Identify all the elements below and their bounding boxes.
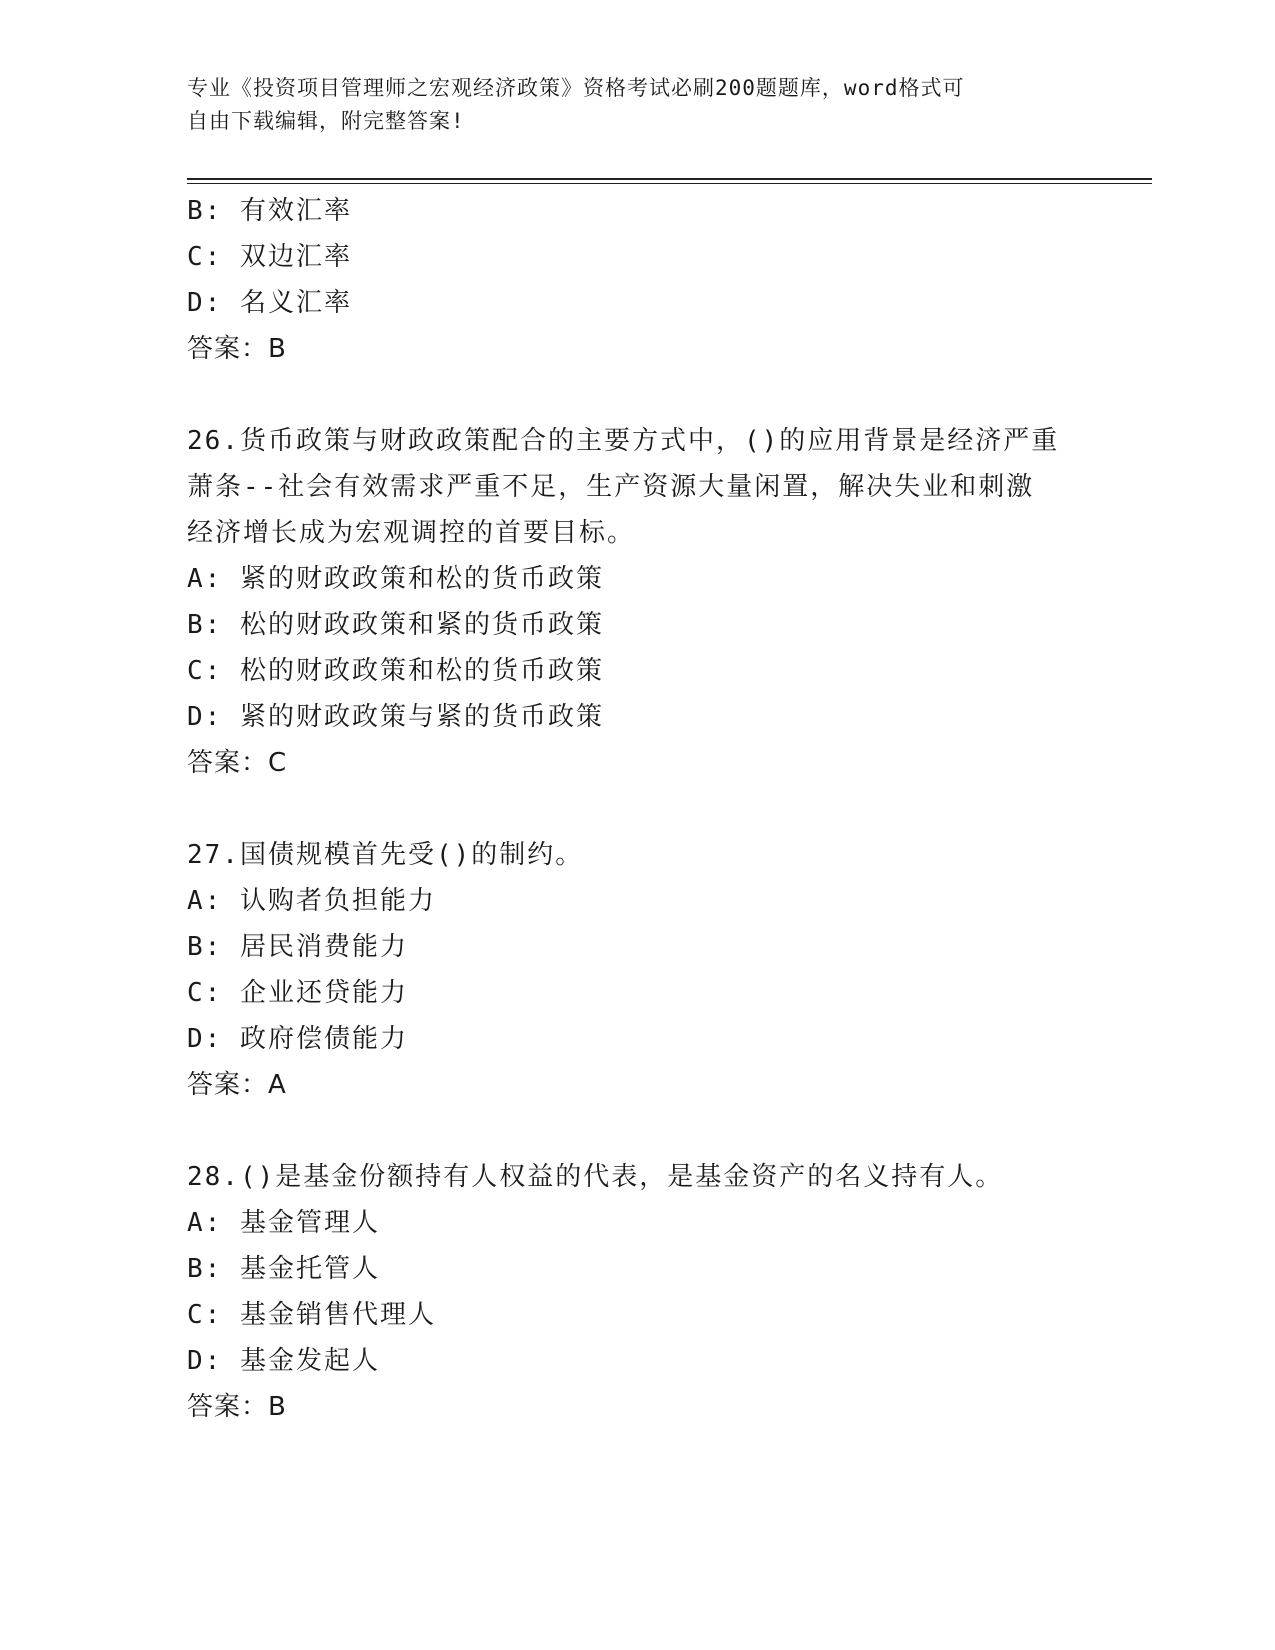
option-a: A: 认购者负担能力	[187, 886, 436, 916]
answer: 答案：B	[187, 1392, 287, 1422]
header-line-1: 专业《投资项目管理师之宏观经济政策》资格考试必刷200题题库，word格式可	[187, 76, 965, 100]
option-b: B: 居民消费能力	[187, 932, 408, 962]
option-b: B: 松的财政政策和紧的货币政策	[187, 610, 604, 640]
question-text-line: 27.国债规模首先受()的制约。	[187, 840, 584, 870]
option-c: C: 企业还贷能力	[187, 978, 408, 1008]
option-d: D: 名义汇率	[187, 288, 352, 318]
spacer	[187, 786, 1087, 832]
question-27	[187, 832, 1087, 1108]
spacer	[187, 1108, 1087, 1154]
question-26	[187, 418, 1087, 786]
option-c: C: 基金销售代理人	[187, 1300, 436, 1330]
option-c: C: 双边汇率	[187, 242, 352, 272]
question-list	[187, 188, 1087, 1430]
option-a: A: 基金管理人	[187, 1208, 380, 1238]
answer: 答案：C	[187, 748, 288, 778]
header-line-2: 自由下载编辑，附完整答案!	[187, 109, 465, 133]
header-rule-thick	[187, 178, 1152, 180]
option-b: B: 有效汇率	[187, 196, 352, 226]
question-text-line: 经济增长成为宏观调控的首要目标。	[187, 518, 636, 548]
header-rule-thin	[187, 183, 1152, 184]
question-text-line: 萧条--社会有效需求严重不足，生产资源大量闲置，解决失业和刺激	[187, 472, 1035, 502]
option-d: D: 政府偿债能力	[187, 1024, 408, 1054]
question-28	[187, 1154, 1087, 1430]
option-c: C: 松的财政政策和松的货币政策	[187, 656, 604, 686]
question-25-tail	[187, 188, 1087, 372]
question-text-line: 26.货币政策与财政政策配合的主要方式中，()的应用背景是经济严重	[187, 426, 1060, 456]
spacer	[187, 372, 1087, 418]
question-text-line: 28.()是基金份额持有人权益的代表，是基金资产的名义持有人。	[187, 1162, 1004, 1192]
document-header	[187, 72, 1087, 138]
option-a: A: 紧的财政政策和松的货币政策	[187, 564, 604, 594]
option-b: B: 基金托管人	[187, 1254, 380, 1284]
option-d: D: 基金发起人	[187, 1346, 380, 1376]
option-d: D: 紧的财政政策与紧的货币政策	[187, 702, 604, 732]
answer: 答案：A	[187, 1070, 287, 1100]
answer: 答案：B	[187, 334, 287, 364]
